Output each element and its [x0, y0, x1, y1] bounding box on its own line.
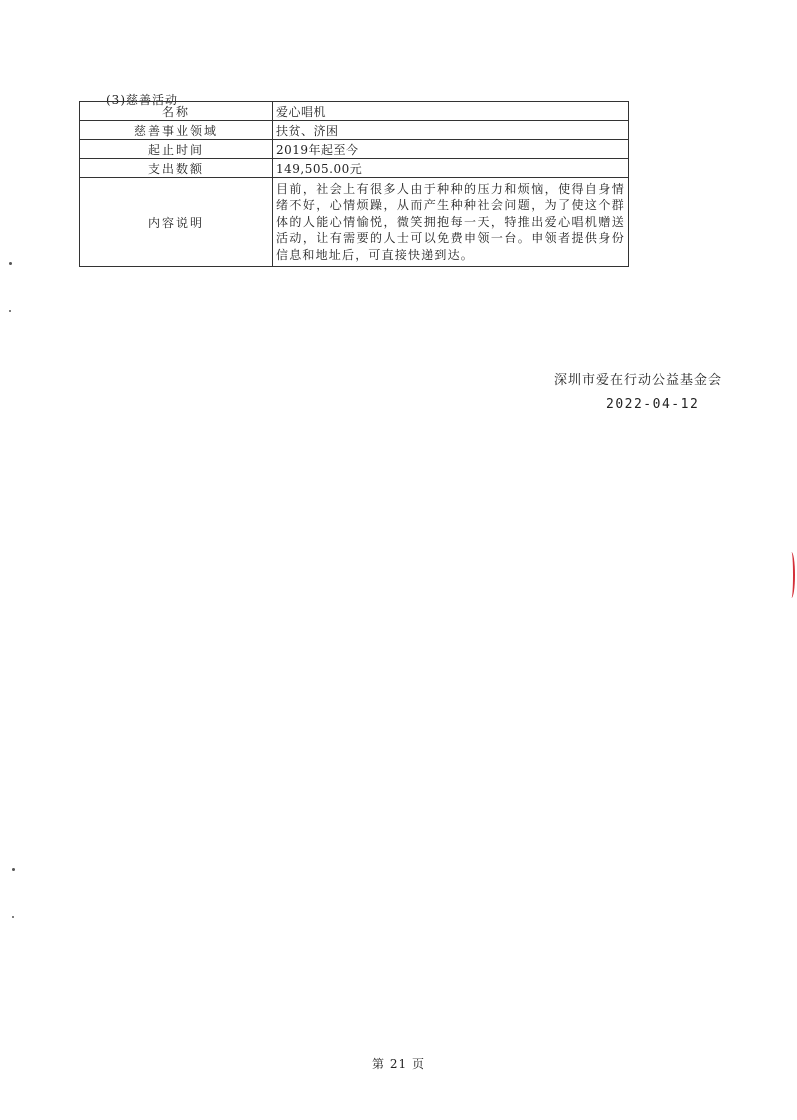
table-row-expenditure: [80, 159, 629, 178]
row-label: 名称: [80, 102, 273, 121]
row-value: 2019年起至今: [273, 140, 629, 159]
table-row-period: [80, 140, 629, 159]
table-row-name: [80, 102, 629, 121]
row-label: 起止时间: [80, 140, 273, 159]
row-value: 爱心唱机: [273, 102, 629, 121]
table-row-description: [80, 178, 629, 267]
section-heading: (3)慈善活动: [106, 93, 178, 107]
table-row-field: [80, 121, 629, 140]
scan-dot: [9, 310, 11, 312]
row-value: 149,505.00元: [273, 159, 629, 178]
scan-dot: [12, 868, 15, 871]
scan-dot: [9, 262, 12, 265]
row-label: 支出数额: [80, 159, 273, 178]
row-value-description: 目前，社会上有很多人由于种种的压力和烦恼，使得自身情绪不好，心情烦躁，从而产生种种社会问题，为了使这个群体的人能心情愉悦，微笑拥抱每一天，特推出爱心唱机赠送活动，让有需要的人士可以免费申领一台。申领者提供身份信息和地址后，可直接快递到达。: [273, 178, 629, 267]
row-label: 内容说明: [80, 178, 273, 267]
row-label: 慈善事业领域: [80, 121, 273, 140]
scan-dot: [12, 916, 14, 918]
signature-date: 2022-04-12: [606, 397, 700, 412]
scan-edge-mark: [788, 552, 795, 598]
row-value: 扶贫、济困: [273, 121, 629, 140]
page-number: 第 21 页: [372, 1057, 425, 1071]
organization-signature: 深圳市爱在行动公益基金会: [554, 373, 723, 388]
charity-activity-table: [79, 101, 629, 267]
